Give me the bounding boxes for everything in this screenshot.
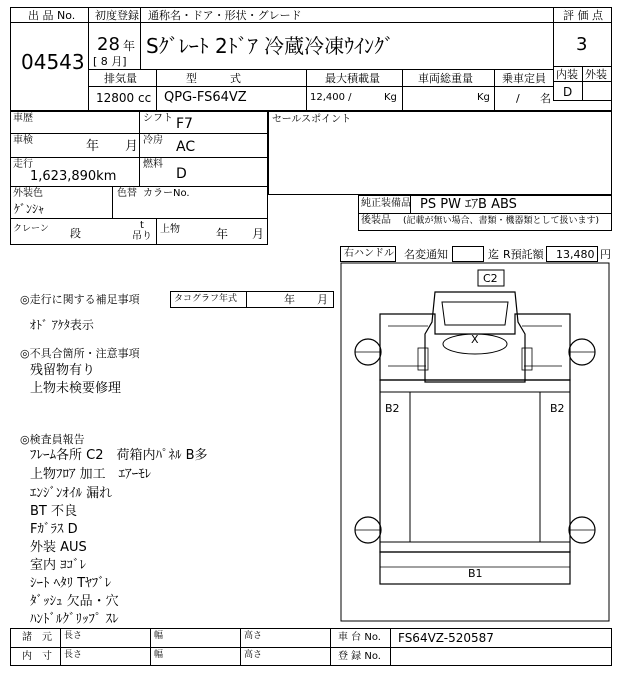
inspector-title: ◎検査員報告	[20, 433, 85, 446]
defect-item: 残留物有り	[30, 363, 96, 378]
inspector-item: 室内 ﾖｺﾞﾚ	[30, 558, 87, 573]
divider	[60, 628, 61, 666]
equipment-value: PS PW ｴｱB ABS	[420, 197, 517, 212]
divider	[88, 69, 553, 70]
inspector-item: ｴﾝｼﾞﾝｵｲﾙ 漏れ	[30, 486, 113, 501]
yen-label: 円	[600, 248, 611, 261]
b1-marker: B1	[468, 567, 483, 580]
ext-color-label: 外装色	[13, 188, 43, 199]
divider	[10, 218, 268, 219]
r-deposit-value: 13,480	[556, 248, 595, 261]
divider	[553, 100, 612, 101]
damage-diagram	[340, 262, 610, 622]
divider	[582, 66, 583, 100]
crane-step: 段	[70, 227, 81, 240]
width-label: 幅	[154, 631, 164, 641]
inspector-item: 上物ﾌﾛｱ 加工 ｴｱｰﾓﾚ	[30, 467, 152, 482]
inspector-item: 外装 AUS	[30, 540, 87, 555]
mileage-value: 1,623,890km	[30, 169, 117, 184]
max-load-value: 12,400 /	[310, 92, 352, 103]
model-code-label: 型 式	[186, 72, 241, 85]
divider	[88, 86, 553, 87]
mileage-supplement-title: ◎走行に関する補足事項	[20, 293, 140, 306]
length-label: 長さ	[64, 650, 83, 660]
divider	[246, 291, 247, 308]
x-marker: X	[471, 333, 479, 346]
registration-label: 登 録 No.	[338, 651, 381, 662]
divider	[494, 69, 495, 111]
capacity-value: /	[516, 92, 520, 105]
handle-label: 右ハンドル	[344, 248, 394, 259]
r-deposit-label: R預託額	[503, 248, 544, 261]
selling-points-label: セールスポイント	[272, 114, 352, 125]
divider	[10, 186, 268, 187]
divider	[150, 628, 151, 666]
divider	[306, 69, 307, 111]
b2-right-marker: B2	[550, 402, 565, 415]
interior-label: 内装	[556, 68, 578, 81]
inspector-item: ﾌﾚｰﾑ各所 C2 荷箱内ﾊﾟﾈﾙ B多	[30, 448, 208, 463]
ext-color-value: ｹﾞﾝｼｬ	[14, 202, 45, 216]
displacement-value: 12800 cc	[96, 91, 152, 105]
name-change-box	[452, 246, 484, 262]
model-code-value: QPG-FS64VZ	[164, 90, 247, 105]
shift-label: シフト	[143, 113, 173, 124]
truck-outline-svg	[340, 262, 610, 622]
divider	[402, 69, 403, 111]
exterior-label: 外装	[585, 68, 607, 81]
divider	[88, 22, 553, 23]
mileage-label: 走行	[13, 159, 33, 170]
tacho-value: 年 月	[284, 293, 328, 306]
inspector-item: ﾀﾞｯｼｭ 欠品・穴	[30, 594, 119, 609]
gross-weight-label: 車両総重量	[418, 72, 473, 85]
divider	[390, 628, 391, 666]
divider	[553, 81, 612, 82]
fuel-value: D	[176, 166, 187, 182]
divider	[156, 69, 157, 111]
capacity-unit: 名	[540, 92, 551, 105]
c2-marker: C2	[483, 272, 498, 285]
score-label: 評 価 点	[563, 9, 603, 22]
divider	[10, 647, 612, 648]
crane-label: クレーン	[13, 224, 49, 234]
color-change-label: 色替	[117, 188, 137, 199]
divider	[139, 111, 140, 186]
inspector-item: ｼｰﾄ ﾍﾀﾘ Tﾔﾌﾞﾚ	[30, 576, 112, 591]
inspector-item: BT 不良	[30, 504, 77, 519]
inspector-item: ﾊﾝﾄﾞﾙｸﾞﾘｯﾌﾟ ｽﾚ	[30, 612, 119, 627]
displacement-label: 排気量	[104, 72, 137, 85]
inspection-label: 車検	[13, 135, 33, 146]
defect-item: 上物未検要修理	[30, 381, 122, 396]
aftermarket-label: 後装品	[361, 215, 391, 226]
chassis-value: FS64VZ-520587	[398, 631, 494, 645]
score-value: 3	[576, 34, 588, 55]
reg-year-unit: 年	[123, 39, 136, 53]
model-name-label: 通称名・ドア・形状・グレード	[148, 9, 302, 22]
interior-value: D	[563, 85, 573, 99]
divider	[553, 22, 612, 23]
divider	[10, 157, 268, 158]
aftermarket-note: (記載が無い場合、書類・機器類として扱います)	[403, 216, 600, 226]
ac-label: 冷房	[143, 135, 163, 146]
tacho-label: タコグラフ年式	[174, 294, 238, 304]
chassis-label: 車 台 No.	[338, 632, 381, 643]
divider	[10, 133, 268, 134]
odo-note: ｵﾄﾞ ｱｹﾀ表示	[30, 318, 94, 332]
color-no-label: カラーNo.	[143, 188, 190, 199]
lot-number-label: 出 品 No.	[28, 9, 76, 22]
divider	[240, 628, 241, 666]
divider	[553, 7, 554, 100]
divider	[156, 218, 157, 245]
crane-ton: t	[140, 220, 144, 231]
height-label: 高さ	[244, 631, 263, 641]
b2-left-marker: B2	[385, 402, 400, 415]
lot-number: 04543	[21, 50, 85, 74]
upper-label: 上物	[160, 224, 180, 235]
mileage-note: 迄	[488, 248, 499, 261]
divider	[358, 213, 612, 214]
capacity-label: 乗車定員	[502, 72, 546, 85]
fuel-label: 燃料	[143, 159, 163, 170]
name-change-label: 名変通知	[404, 248, 448, 261]
divider	[140, 7, 141, 69]
defects-title: ◎不具合箇所・注意事項	[20, 347, 140, 360]
ac-value: AC	[176, 139, 196, 155]
max-load-unit: Kg	[384, 92, 397, 103]
max-load-label: 最大積載量	[325, 72, 380, 85]
inspection-value: 年 月	[86, 139, 139, 154]
divider	[112, 186, 113, 218]
reg-year: 28	[97, 34, 120, 55]
reg-month: [ 8 月]	[93, 55, 127, 68]
length-label: 長さ	[64, 631, 83, 641]
first-reg-label: 初度登録	[95, 9, 139, 22]
interior-dims-label: 内 寸	[22, 651, 52, 662]
gross-weight-unit: Kg	[477, 92, 490, 103]
width-label: 幅	[154, 650, 164, 660]
inspector-item: Fｶﾞﾗｽ D	[30, 522, 78, 537]
crane-lift: 吊り	[132, 231, 152, 242]
model-name: Sｸﾞﾚｰﾄ 2ﾄﾞｱ 冷蔵冷凍ｳｲﾝｸﾞ	[146, 34, 395, 58]
history-label: 車歴	[13, 113, 33, 124]
height-label: 高さ	[244, 650, 263, 660]
divider	[10, 22, 88, 23]
equipment-label: 純正装備品	[361, 198, 411, 209]
upper-value: 年 月	[216, 227, 265, 241]
shift-value: F7	[176, 116, 193, 132]
dims-label: 諸 元	[22, 632, 52, 643]
divider	[330, 628, 331, 666]
